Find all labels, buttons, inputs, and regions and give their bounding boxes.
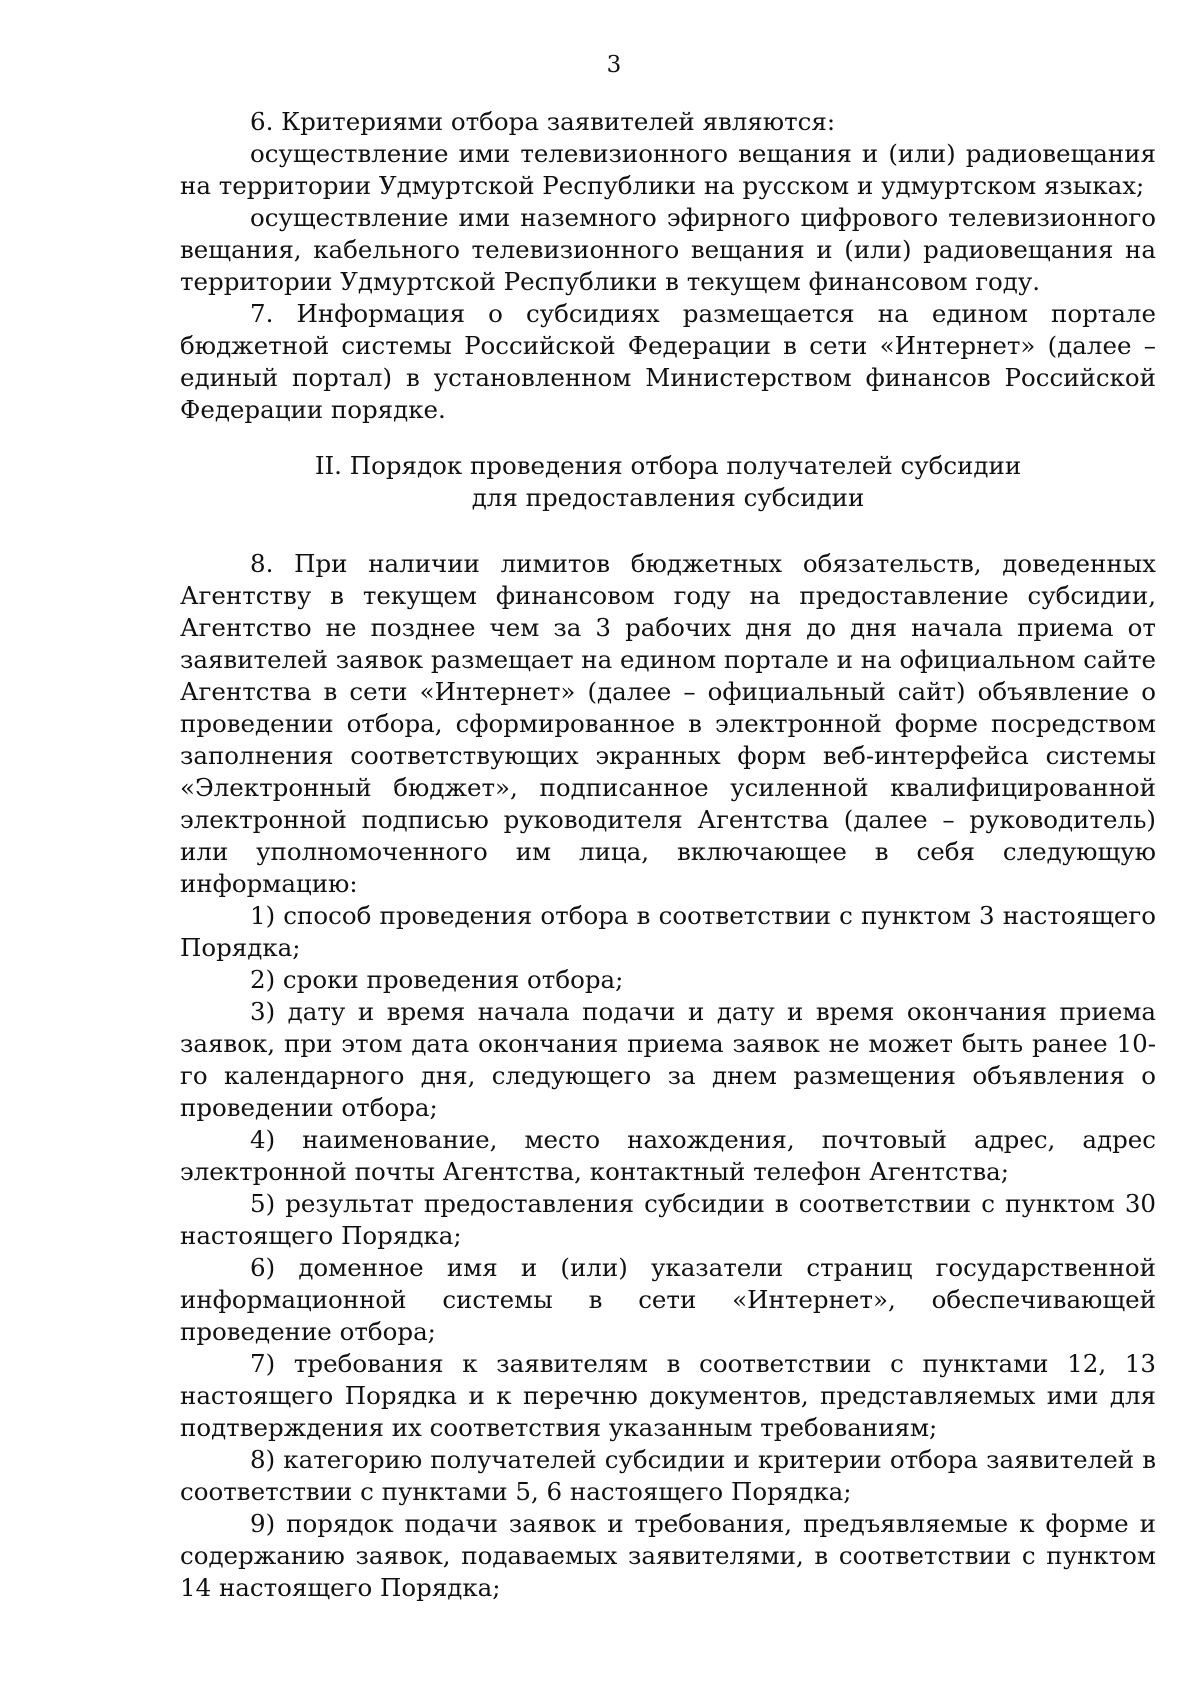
paragraph-7: 7. Информация о субсидиях размещается на едином портале бюджетной системы Российской Федерации в сети «Интернет» (далее – единый портал) в установленном Министерством финансов Российской Федерации порядке. — [180, 299, 1156, 424]
paragraph-8: 8. При наличии лимитов бюджетных обязательств, доведенных Агентству в текущем финансовом году на предоставление субсидии, Агентство не позднее чем за 3 рабочих дня до дня начала приема от заявителей заявок размещает на едином портале и на официальном сайте Агентства в сети «Интернет» (далее – официальный сайт) объявление о проведении отбора, сформированное в электронной форме посредством заполнения соответствующих экранных форм веб-интерфейса системы «Электронный бюджет», подписанное усиленной квалифицированной электронной подписью руководителя Агентства (далее – руководитель) или уполномоченного им лица, включающее в себя следующую информацию: — [180, 549, 1156, 898]
list-item-2: 2) сроки проведения отбора; — [250, 965, 624, 994]
section-heading-line-2: для предоставления субсидии — [471, 483, 865, 512]
page-number: 3 — [606, 52, 622, 78]
list-item-8: 8) категорию получателей субсидии и критерии отбора заявителей в соответствии с пунктами 5, 6 настоящего Порядка; — [180, 1445, 1156, 1506]
section-heading — [180, 450, 1156, 514]
paragraph-6: 6. Критериями отбора заявителей являются: — [250, 107, 836, 136]
document-body — [180, 106, 1156, 1604]
paragraph-6-criterion-2: осуществление ими наземного эфирного цифрового телевизионного вещания, кабельного телевизионного вещания и (или) радиовещания на территории Удмуртской Республики в текущем финансовом году. — [180, 203, 1156, 296]
list-item-1: 1) способ проведения отбора в соответствии с пунктом 3 настоящего Порядка; — [180, 901, 1156, 962]
list-item-6: 6) доменное имя и (или) указатели страниц государственной информационной системы в сети «Интернет», обеспечивающей проведение отбора; — [180, 1253, 1156, 1346]
section-heading-line-1: II. Порядок проведения отбора получателей субсидии — [314, 451, 1022, 480]
list-item-7: 7) требования к заявителям в соответствии с пунктами 12, 13 настоящего Порядка и к перечню документов, представляемых ими для подтверждения их соответствия указанным требованиям; — [180, 1349, 1156, 1442]
list-item-9: 9) порядок подачи заявок и требования, предъявляемые к форме и содержанию заявок, подаваемых заявителями, в соответствии с пунктом 14 настоящего Порядка; — [180, 1509, 1156, 1602]
list-item-5: 5) результат предоставления субсидии в соответствии с пунктом 30 настоящего Порядка; — [180, 1189, 1156, 1250]
list-item-3: 3) дату и время начала подачи и дату и время окончания приема заявок, при этом дата окончания приема заявок не может быть ранее 10-го календарного дня, следующего за днем размещения объявления о проведении отбора; — [180, 997, 1156, 1122]
paragraph-6-criterion-1: осуществление ими телевизионного вещания и (или) радиовещания на территории Удмуртской Республики на русском и удмуртском языках; — [180, 139, 1156, 200]
list-item-4: 4) наименование, место нахождения, почтовый адрес, адрес электронной почты Агентства, контактный телефон Агентства; — [180, 1125, 1156, 1186]
